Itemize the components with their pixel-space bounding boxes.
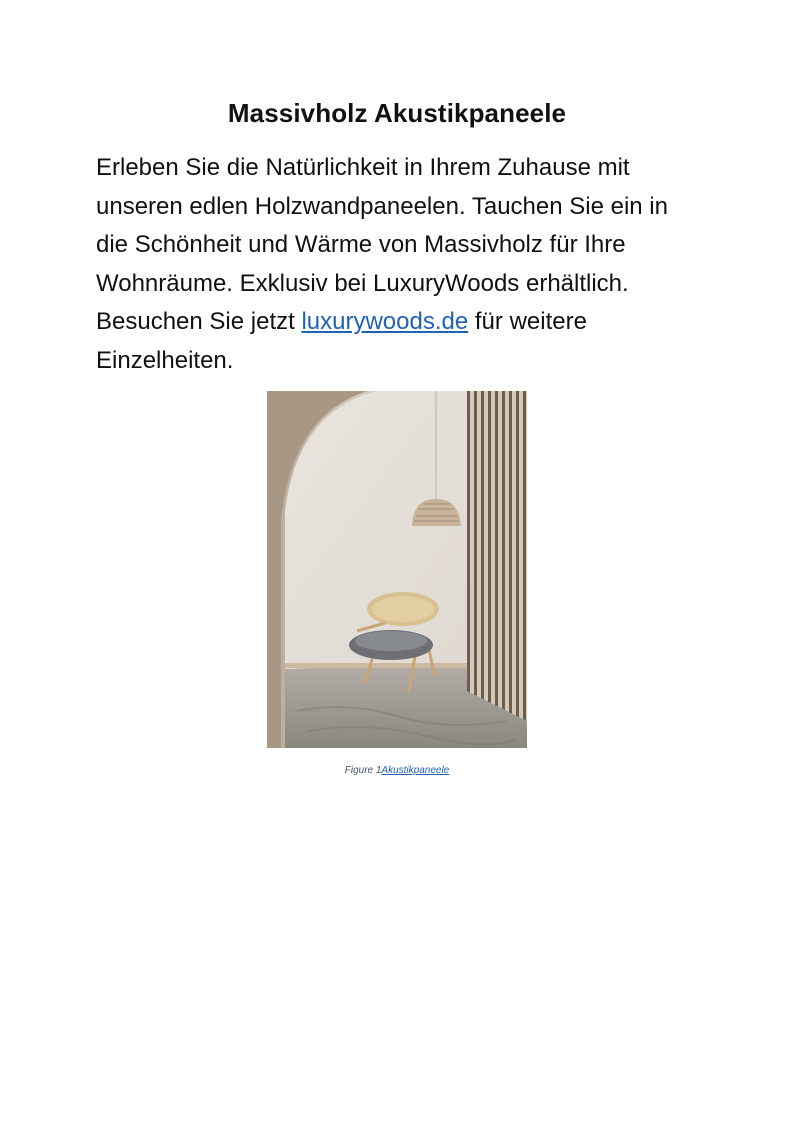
paragraph-text-end: für weitere Einzelheiten. (96, 308, 587, 374)
body-paragraph (96, 149, 706, 381)
page-title: Massivholz Akustikpaneele (227, 98, 567, 128)
caption-link[interactable]: Akustikpaneele (381, 765, 450, 776)
luxurywoods-link[interactable]: luxurywoods.de (301, 308, 469, 336)
caption-label: Figure 1 (344, 765, 382, 776)
room-photo (267, 391, 527, 748)
paragraph-text: Erleben Sie die Natürlichkeit in Ihrem Zuhause mit unseren edlen Holzwandpaneelen. Tauchen Sie ein in die Schönheit und Wärme von Massivholz für Ihre Wohnräume. Exklusiv bei LuxuryWoods erhältlich. Besuchen Sie jetzt (96, 154, 668, 336)
figure-caption (0, 765, 794, 776)
